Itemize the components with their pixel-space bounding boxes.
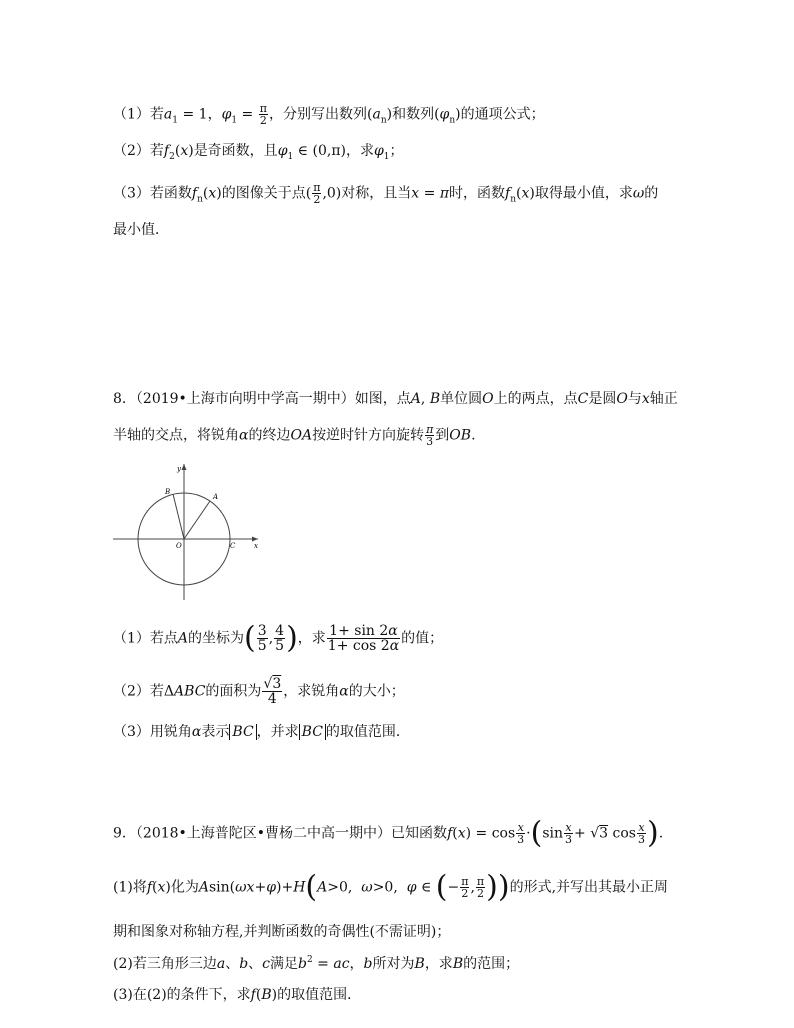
label-y: y <box>177 465 181 473</box>
q7-part2: （2）若$f_2(x)$是奇函数，且$\varphi_1$ ∈ (0,π)，求$\varphi_1$； <box>113 143 404 162</box>
q9-part2: (2)若三角形三边a、b、c满足$b^2$ = ac，b所对为B，求B的范围； <box>113 955 520 972</box>
q8-part1: （1）若点A的坐标为( $\frac{3}{5}$ , $\frac{4}{5}$ )，求 $\frac{1+ \sin 2\alpha}{1+ \cos 2\alpha}$ 的值； <box>113 620 444 656</box>
pi-over-2: $\frac{\pi}{2}$ <box>259 102 267 127</box>
label-b: B <box>165 488 171 496</box>
q8-intro-line1: 8．（2019•上海市向明中学高一期中）如图，点A, B单位圆O上的两点，点C是圆O与x轴正 <box>113 391 678 407</box>
q7-part1: （1）若$a_1 = 1$，$\varphi_1$ = $\frac{\pi}{2}$ ，分别写出数列$(a_n)$和数列$(\varphi_n)$的通项公式； <box>113 102 545 127</box>
q9-part1: (1)将f(x)化为Asin(ωx+φ)+H(A>0, ω>0, φ ∈ (− $\frac{\pi}{2}$ , $\frac{\pi}{2}$ ))的形式,并写出其最小正周 <box>113 869 669 905</box>
q7-part3: （3）若函数$f_n(x)$的图像关于点( $\frac{\pi}{2}$ ,0)对称，且当x = π时，函数$f_n(x)$取得最小值，求ω的 <box>113 181 659 206</box>
label-c: C <box>230 542 236 550</box>
label-a: A <box>213 493 219 501</box>
label-x: x <box>254 542 258 550</box>
q8-part2: （2）若ΔABC的面积为 $\frac{√3}{4}$ ，求锐角α的大小； <box>113 676 405 707</box>
q8-part3: （3）用锐角α表示 BC ，并求 BC 的取值范围． <box>113 724 410 740</box>
q9-part1-cont: 期和图象对称轴方程,并判断函数的奇偶性(不需证明)； <box>113 924 451 940</box>
q9-part3: (3)在(2)的条件下，求f(B)的取值范围． <box>113 987 362 1003</box>
unit-circle-figure <box>113 462 263 602</box>
label-o: O <box>176 542 182 550</box>
q7-part3-cont: 最小值． <box>113 222 169 238</box>
q9-intro: 9．（2018•上海普陀区•曹杨二中高一期中）已知函数f(x) = cos $\frac{x}{3}$ ·(sin $\frac{x}{3}$ + √3 cos $\frac{x}{3}$ ). <box>113 815 664 851</box>
q8-intro-line2: 半轴的交点，将锐角α的终边OA按逆时针方向旋转 $\frac{\pi}{3}$ 到OB. <box>113 423 476 448</box>
